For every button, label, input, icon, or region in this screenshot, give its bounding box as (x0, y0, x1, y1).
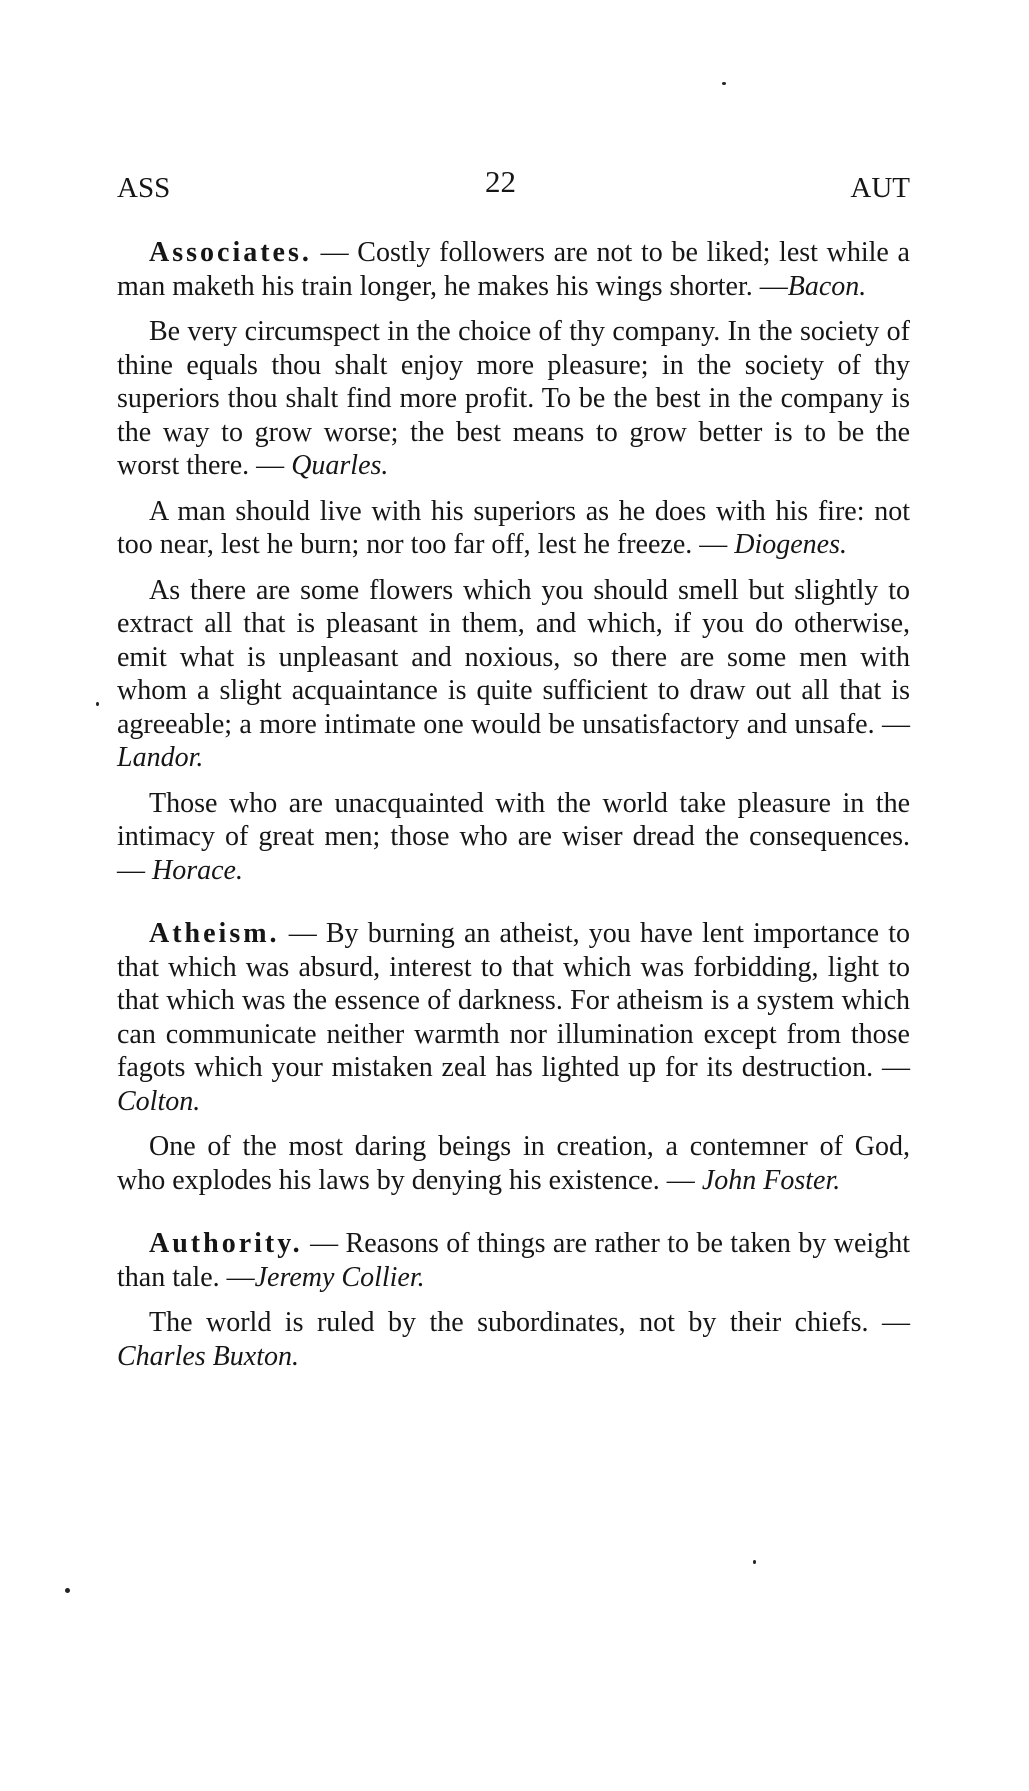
quotation-text (117, 236, 910, 1373)
quotation-author: John Foster. (701, 1164, 841, 1196)
scan-speck (753, 1560, 756, 1564)
scan-speck (65, 1588, 70, 1593)
quotation-author: Colton. (117, 1085, 201, 1117)
quotation: A man should live with his superiors as he does with his fire: not too near, lest he burn; nor too far off, lest he freeze. — (117, 495, 910, 560)
scan-speck (96, 702, 99, 706)
quotation-author: Bacon. (787, 270, 867, 302)
quotation-paragraph (117, 315, 910, 483)
quotation-author: Charles Buxton. (117, 1340, 299, 1372)
quotation: — Costly followers are not to be liked; lest while a man maketh his train longer, he makes his wings shorter. — (117, 237, 910, 302)
quotation-author: Horace. (152, 854, 243, 886)
quotation-author: Landor. (117, 742, 204, 773)
quotation-author: Jeremy Collier. (254, 1261, 425, 1293)
quotation: Those who are unacquainted with the world take pleasure in the intimacy of great men; those who are wiser dread the consequences. — (117, 787, 910, 886)
quotation-paragraph (117, 1130, 910, 1197)
header-left-guide-word: ASS (117, 172, 171, 204)
quotation: As there are some flowers which you should smell but slightly to extract all that is pleasant in them, and which, if you do otherwise, emit what is unpleasant and noxious, so there are some men with whom a slight acquaintance is quite sufficient to draw out all that is agreeable; a more intimate one would be unsatisfactory and unsafe. — (117, 574, 910, 740)
quotation: Be very circumspect in the choice of thy company. In the society of thine equals thou shalt enjoy more pleasure; in the society of thy superiors thou shalt find more profit. To be the best in the company is the way to grow worse; the best means to grow better is to be the worst there. — (117, 316, 910, 481)
page-number: 22 (485, 164, 516, 199)
quotation-paragraph (117, 1306, 910, 1373)
quotation: One of the most daring beings in creation, a contemner of God, who explodes his laws by denying his existence. — (117, 1131, 910, 1196)
scan-speck (722, 82, 726, 85)
quotation-author: Diogenes. (734, 529, 848, 560)
quotation-paragraph (117, 1227, 910, 1294)
quotation: The world is ruled by the subordinates, not by their chiefs. — (149, 1307, 910, 1338)
header-right-guide-word: AUT (850, 172, 910, 204)
topic-heading: Associates. (149, 237, 312, 268)
quotation-author: Quarles. (291, 450, 389, 481)
quotation-paragraph (117, 236, 910, 303)
quotation-paragraph (117, 574, 910, 775)
quotation: — Reasons of things are rather to be taken by weight than tale. — (117, 1228, 910, 1293)
quotation-paragraph (117, 495, 910, 562)
quotation: — By burning an atheist, you have lent importance to that which was absurd, interest to that which was forbidding, light to that which was the essence of darkness. For atheism is a system which can communicate neither warmth nor illumination except from those fagots which your mistaken zeal has lighted up for its destruction. — (117, 918, 910, 1083)
quotation-paragraph (117, 917, 910, 1118)
topic-heading: Authority. (149, 1228, 303, 1259)
quotation-paragraph (117, 787, 910, 888)
topic-heading: Atheism. (149, 918, 280, 949)
running-header (117, 164, 910, 208)
